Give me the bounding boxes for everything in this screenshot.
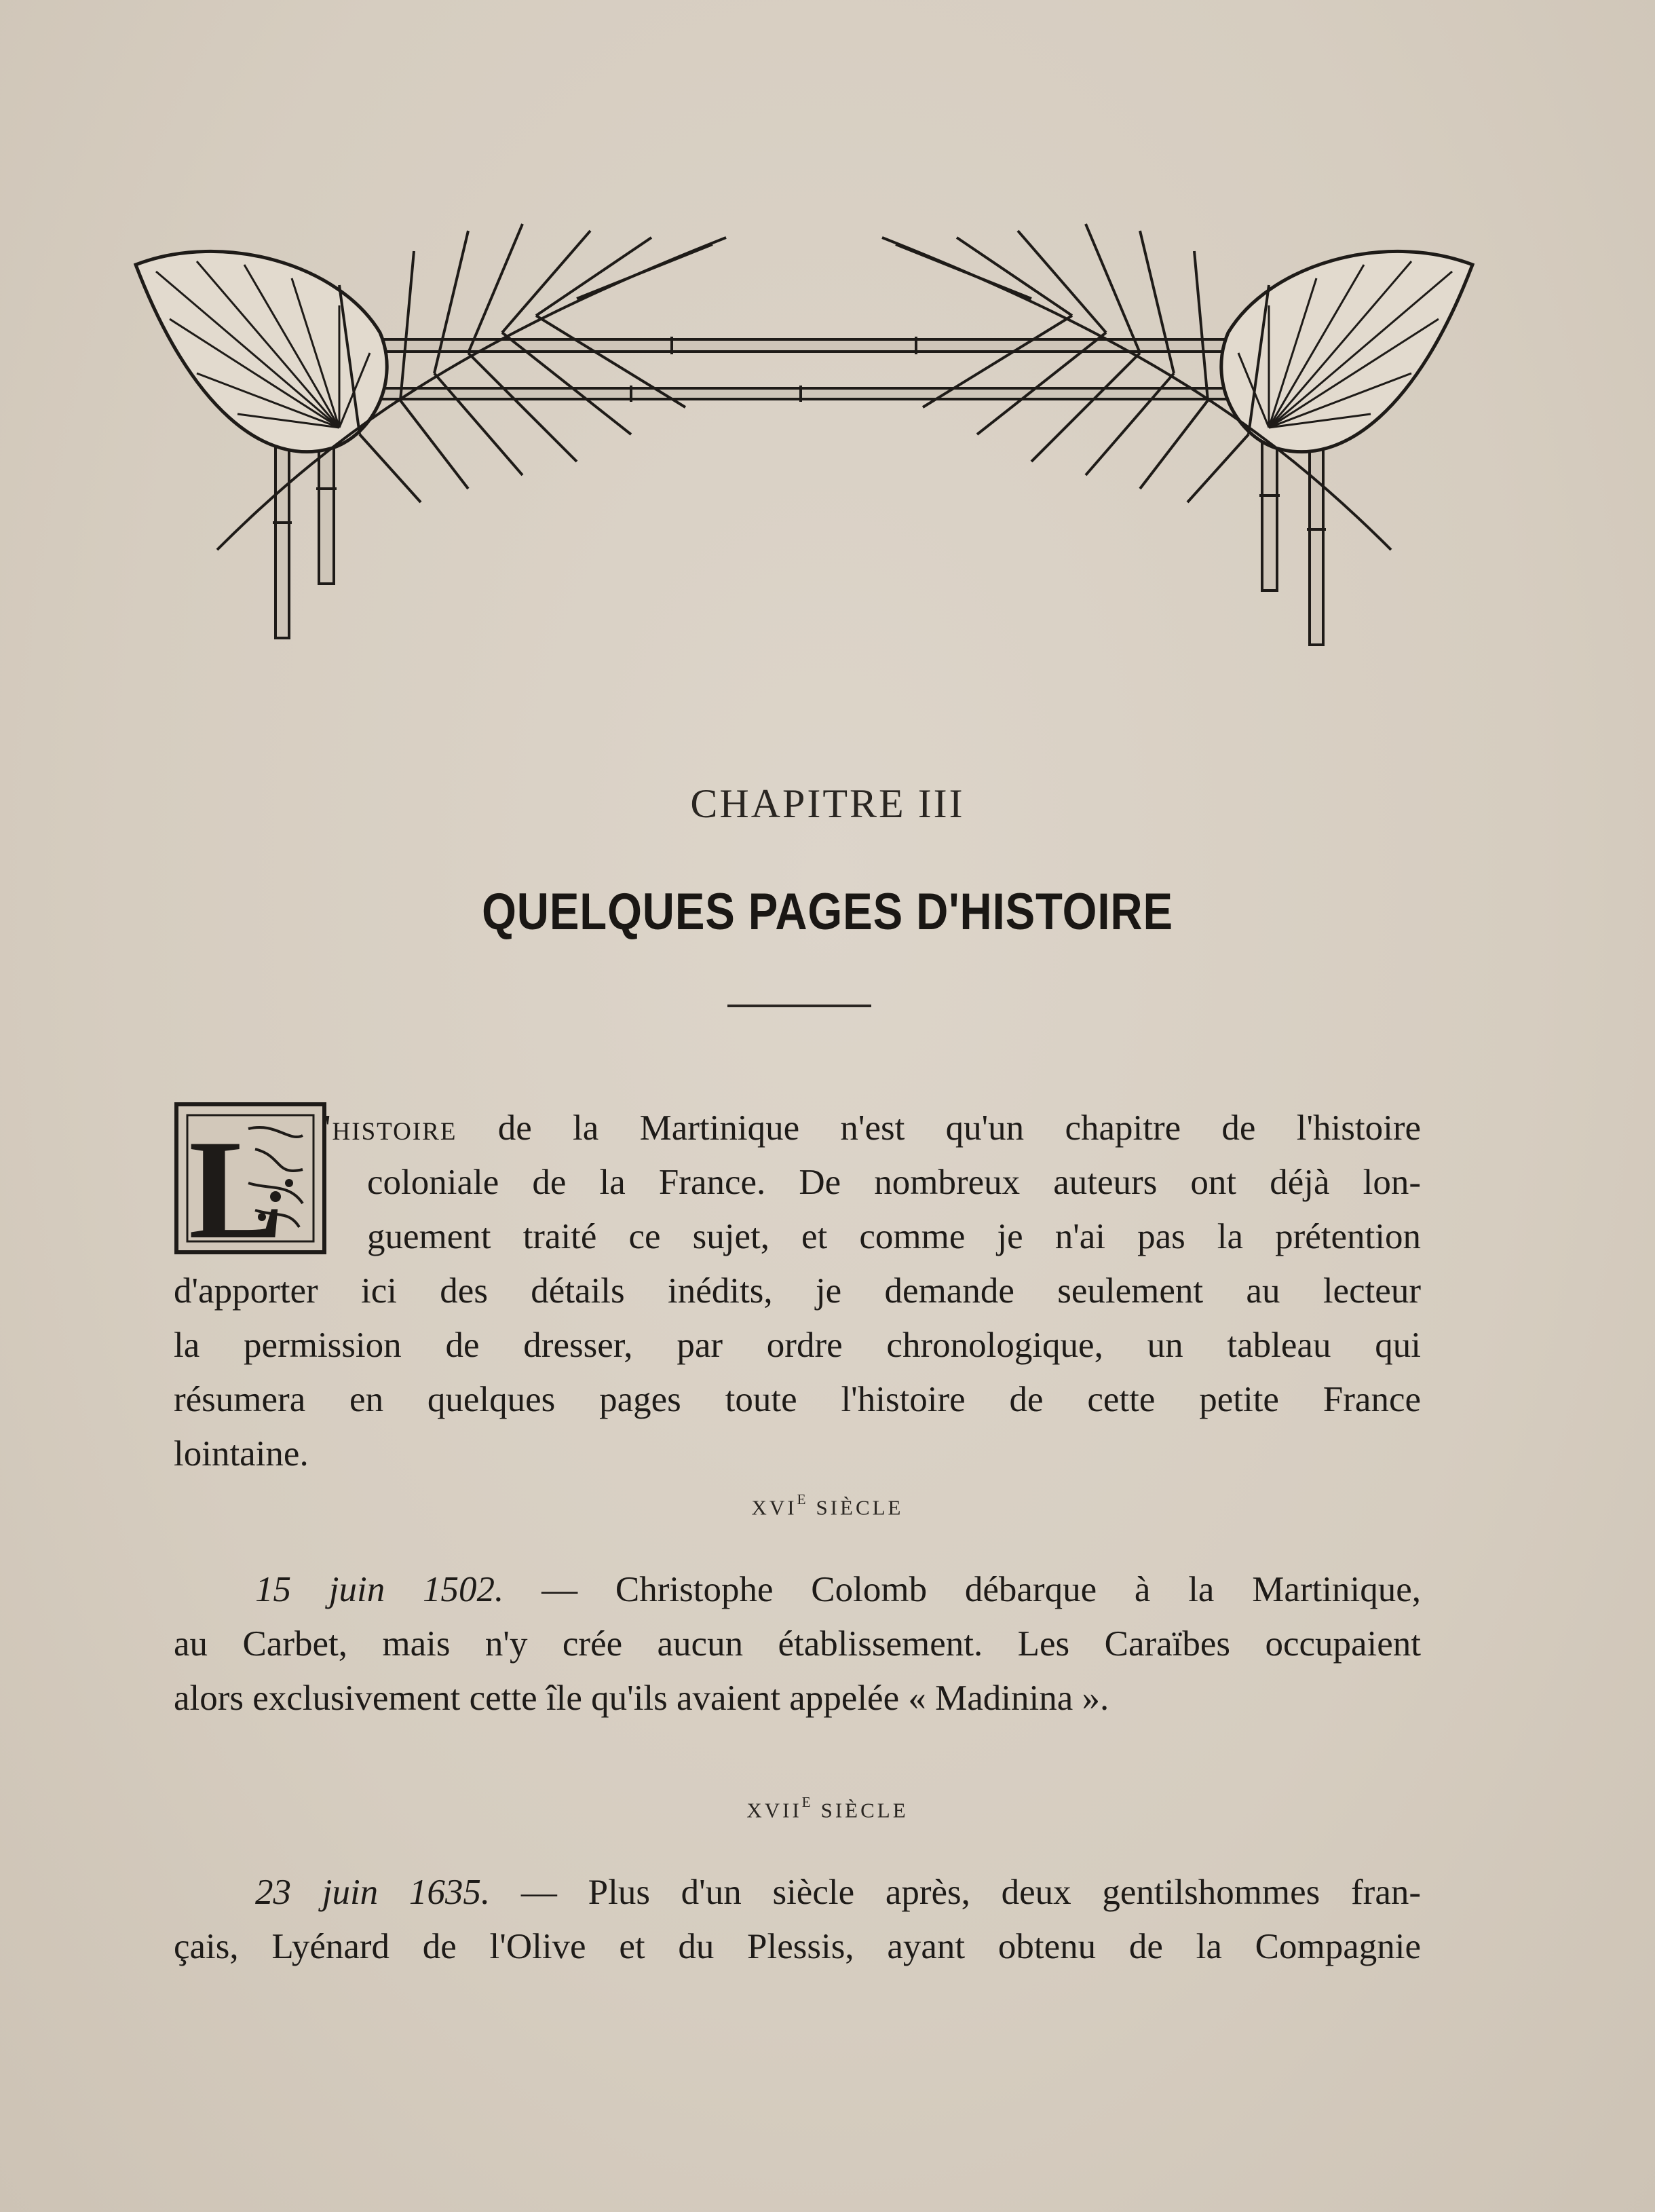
intro-line-7: lointaine. bbox=[174, 1434, 309, 1474]
intro-line-1: 'histoire de la Martinique n'est qu'un chapitre de l'histoire bbox=[324, 1108, 1421, 1148]
entry-1502 bbox=[174, 1562, 1421, 1725]
intro-line-4: d'apporter ici des détails inédits, je demande seulement au lecteur bbox=[174, 1271, 1421, 1311]
drop-cap-letter: L bbox=[189, 1111, 284, 1255]
chapter-label: CHAPITRE III bbox=[690, 781, 965, 826]
entry-1635-line-2: çais, Lyénard de l'Olive et du Plessis, ayant obtenu de la Compagnie bbox=[174, 1927, 1421, 1966]
entry-1502-line-2: au Carbet, mais n'y crée aucun établissement. Les Caraïbes occupaient bbox=[174, 1624, 1421, 1664]
intro-line-6: résumera en quelques pages toute l'histoire de cette petite France bbox=[174, 1380, 1421, 1419]
chapter-title: QUELQUES PAGES D'HISTOIRE bbox=[482, 883, 1173, 941]
intro-paragraph bbox=[174, 1101, 1421, 1481]
century-heading-17: xvii$^e$ siècle bbox=[746, 1789, 909, 1824]
entry-1635 bbox=[174, 1865, 1421, 1974]
intro-first-word: 'histoire bbox=[324, 1108, 457, 1148]
intro-line-5: la permission de dresser, par ordre chronologique, un tableau qui bbox=[174, 1326, 1421, 1365]
palm-bamboo-headpiece-icon bbox=[115, 204, 1493, 665]
entry-1502-line-1: 15 juin 1502. — Christophe Colomb débarque à la Martinique, bbox=[255, 1570, 1421, 1609]
title-rule-divider bbox=[727, 1005, 871, 1007]
entry-1502-line-3: alors exclusivement cette île qu'ils avaient appelée « Madinina ». bbox=[174, 1679, 1109, 1718]
entry-1635-line-1: 23 juin 1635. — Plus d'un siècle après, deux gentilshommes fran- bbox=[255, 1873, 1421, 1912]
entry-1502-date: 15 juin 1502. bbox=[255, 1570, 504, 1609]
century-heading-16: xvi$^e$ siècle bbox=[751, 1486, 904, 1522]
intro-line-3: guement traité ce sujet, et comme je n'ai pas la prétention bbox=[367, 1217, 1421, 1256]
entry-1635-date: 23 juin 1635. bbox=[255, 1873, 491, 1912]
intro-line-2: coloniale de la France. De nombreux auteurs ont déjà lon- bbox=[367, 1163, 1421, 1202]
bamboo-poles-icon bbox=[273, 337, 1326, 645]
